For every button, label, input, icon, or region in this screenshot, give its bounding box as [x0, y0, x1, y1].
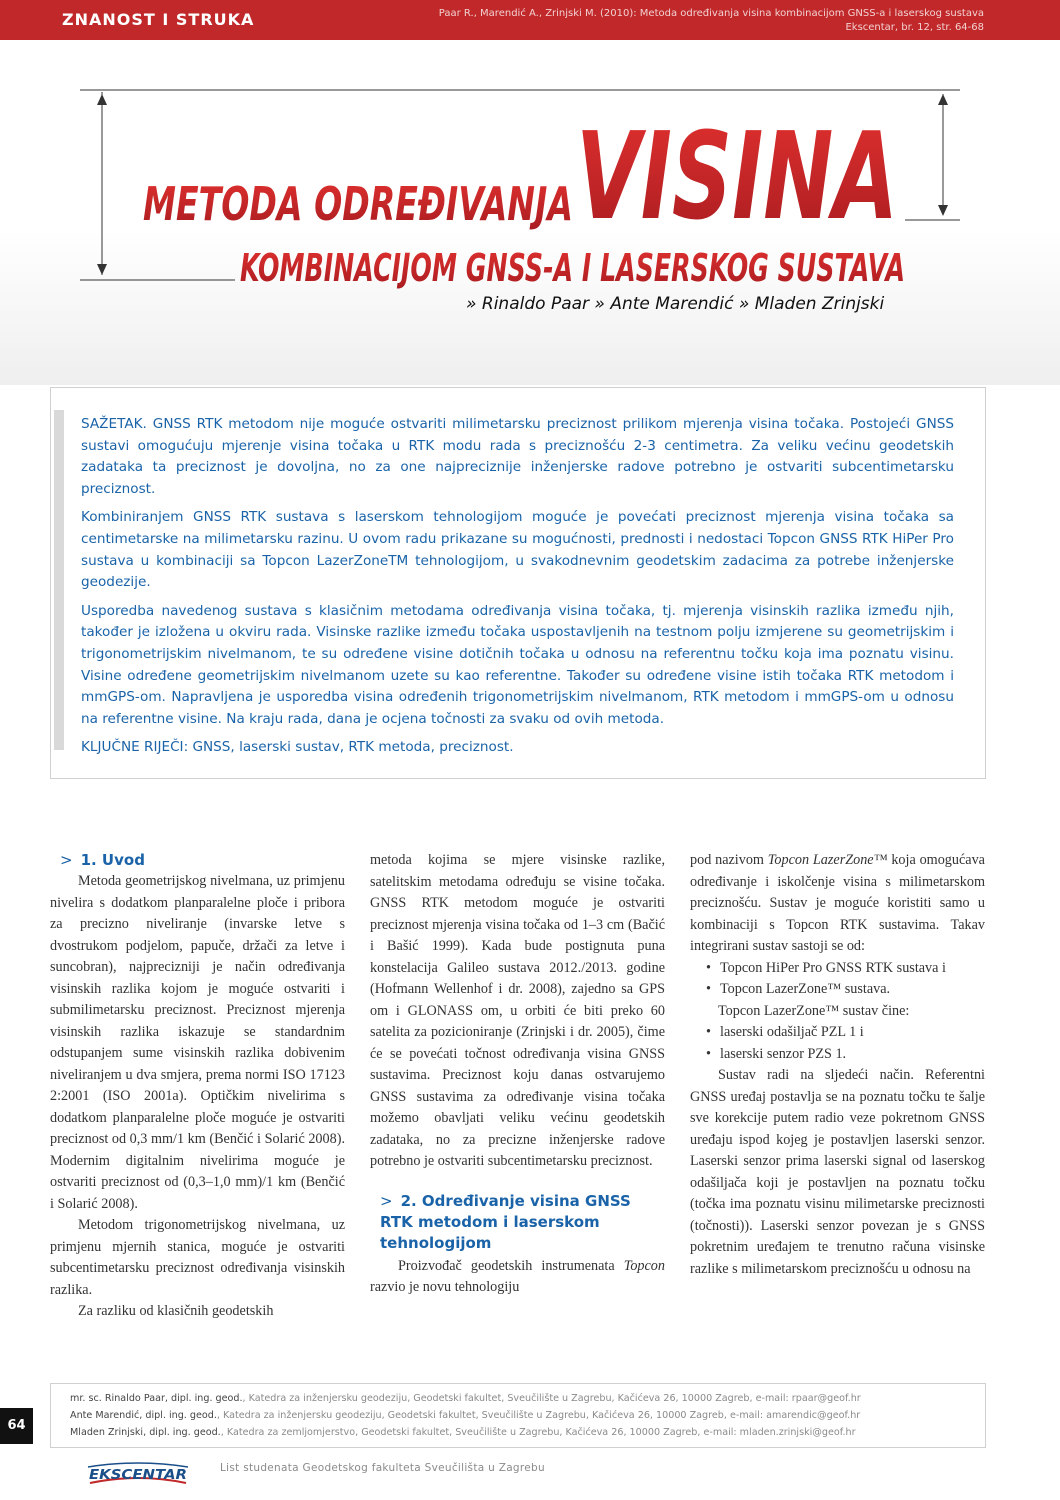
author-info-line: [70, 1407, 970, 1424]
body-paragraph: Metodom trigonometrijskog nivelmana, uz primjenu mjernih stanica, moguće je ostvariti subcentimetarsku preciznost određivanja visinskih razlika.: [50, 1217, 345, 1298]
system-components-list: [690, 958, 985, 1001]
author-name: Mladen Zrinjski, dipl. ing. geod.: [70, 1427, 221, 1438]
page-number: 64: [0, 1408, 33, 1444]
abstract-paragraph-1: SAŽETAK. GNSS RTK metodom nije moguće ostvariti milimetarsku preciznost prilikom mjerenja visina točaka. Postojeći GNSS sustavi omogućuju mjerenje visina točaka u RTK modu rada s preciznošću 2-3 centimetra. Za veliku većinu geodetskih zadataka ta preciznost je dovoljna, no za one najpreciznije inženjerske radove potrebno je ostvariti subcentimetarsku preciznost.: [81, 416, 954, 497]
text-run-italic: Topcon LazerZone™: [767, 852, 888, 868]
author-name: mr. sc. Rinaldo Paar, dipl. ing. geod.: [70, 1393, 243, 1404]
logo-text: EKSCENTAR: [89, 1468, 187, 1483]
list-item: • laserski odašiljač PZL 1 i: [690, 1022, 985, 1044]
ekscentar-logo: [86, 1461, 190, 1487]
chevron-right-icon: >: [60, 851, 73, 869]
list-item: • laserski senzor PZS 1.: [690, 1044, 985, 1066]
list-item: • Topcon HiPer Pro GNSS RTK sustava i: [690, 958, 985, 980]
section-1-heading: [50, 850, 345, 871]
column-1: [50, 850, 345, 1323]
body-paragraph: [370, 1256, 665, 1299]
list-item: • Topcon LazerZone™ sustava.: [690, 979, 985, 1001]
citation: [439, 7, 984, 35]
abstract-paragraph-2: Kombiniranjem GNSS RTK sustava s laserskom tehnologijom moguće je povećati preciznost mjerenja visina točaka sa centimetarske na milimetarsku razinu. U ovom radu prikazane su mogućnosti, prednosti i nedostaci Topcon GNSS RTK HiPer Pro sustava u kombinaciji sa Topcon LazerZoneTM tehnologijom, u svakodnevnim geodetskim zadacima za potrebe inženjerske geodezije.: [81, 509, 954, 591]
column-3: [690, 850, 985, 1280]
journal-line: List studenata Geodetskog fakulteta Sveučilišta u Zagrebu: [220, 1462, 545, 1474]
title-artwork: [0, 40, 1060, 330]
abstract: [81, 414, 954, 766]
section-2-heading: [370, 1191, 665, 1254]
column-2: [370, 850, 665, 1299]
citation-line-1: Paar R., Marendić A., Zrinjski M. (2010): Metoda određivanja visina kombinacijom GNSS-a i laserskog sustava: [438, 8, 984, 19]
keywords: KLJUČNE RIJEČI: GNSS, laserski sustav, RTK metoda, preciznost.: [81, 739, 514, 756]
abstract-accent-bar: [54, 410, 64, 750]
body-paragraph: Za razliku od klasičnih geodetskih: [78, 1303, 274, 1319]
abstract-paragraph-3: Usporedba navedenog sustava s klasičnim metodama određivanja visina točaka, tj. mjerenja visinskih razlika između njih, također je izložena u okviru rada. Visinske razlike između točaka uspostavljenih na testnom polju izmjerene su geometrijskim i trigonometrijskim nivelmanom, te su određene visine dotičnih točaka u odnosu na referentnu točku koja ima poznatu visinu. Visine određene geometrijskim nivelmanom uzete su kao referentne. Također su određene visine istih točaka RTK metodom i mmGPS-om. Napravljena je usporedba visina određenih trigonometrijskim nivelmanom, RTK metodom i mmGPS-om u odnosu na referentne visine. Na kraju rada, dana je ocjena točnosti za svaku od ovih metoda.: [81, 602, 954, 727]
title-part-2: VISINA: [576, 108, 898, 247]
author-affiliation: , Katedra za zemljomjerstvo, Geodetski fakultet, Sveučilište u Zagrebu, Kačićeva 26, 10000 Zagreb, e-mail: mladen.zrinjski@geof.hr: [220, 1427, 856, 1438]
citation-line-2: Ekscentar, br. 12, str. 64-68: [845, 22, 984, 33]
body-paragraph: metoda kojima se mjere visinske razlike, satelitskim metodama određuju se visine točaka. GNSS RTK metodom moguće je ostvariti preciznost mjerenja visina točaka od 1–3 cm (Bačić i Bašić 1999). Kada bude postignuta puna konstelacija Galileo sustava 2012./2013. godine (Hofmann Wellenhof i dr. 2008), zajedno sa GPS om i GLONASS om, u orbiti će biti preko 60 satelita za pozicioniranje (Zrinjski i dr. 2005), čime će se povećati točnost određivanja visina GNSS sustavima. Preciznost koju danas ostvarujemo GNSS sustavima za određivanje visina točaka možemo obavljati veliku većinu geodetskih zadataka, no za precizne inženjerske radove potrebno je ostvariti subcentimetarsku preciznost.: [370, 852, 665, 1169]
title-part-1: METODA ODREĐIVANJA: [143, 177, 573, 231]
body-paragraph: [690, 850, 985, 958]
author-name: Ante Marendić, dipl. ing. geod.: [70, 1410, 217, 1421]
author-info: [70, 1390, 970, 1441]
text-run: Proizvođač geodetskih instrumenata: [398, 1257, 624, 1274]
text-run: pod nazivom: [690, 852, 768, 868]
lazerzone-components-list: [690, 1022, 985, 1065]
author-info-line: [70, 1424, 970, 1441]
author-info-line: [70, 1390, 970, 1407]
text-run-italic: Topcon: [623, 1257, 665, 1274]
text-run: koja omogućava određivanje i iskolčenje visina s milimetarskom preciznošću. Sustav je moguće koristiti samo u kombinaciji s Topcon RTK sustavima. Takav integrirani sustav sastoji se od:: [690, 852, 985, 954]
body-paragraph: Metoda geometrijskog nivelmana, uz primjenu nivelira s dodatkom planparalelne ploče i pribora za precizno niveliranje (invarske letve s dvostrukom podjelom, papuče, držači za letve i suncobran), najprecizniji je način određivanja visinskih razlika kojom je moguće ostvariti i submilimetarsku preciznost. Preciznost mjerenja visinskih razlika iskazuje se standardnim odstupanjem sume visinskih razlika dobivenim niveliranjem u dva smjera, prema normi ISO 17123 2:2001 (ISO 2001a). Optičkim nivelirima s dodatkom planparalelne ploče moguće je ostvariti preciznost od 0,3 mm/1 km (Benčić i Solarić 2008). Modernim digitalnim nivelirima moguće je ostvariti preciznost od (0,3–1,0 mm)/1 km (Benčić i Solarić 2008).: [50, 873, 345, 1212]
section-2-title: 2. Određivanje visina GNSS RTK metodom i laserskom tehnologijom: [380, 1191, 631, 1252]
text-run: razvio je novu tehnologiju: [370, 1279, 520, 1295]
body-paragraph: Sustav radi na sljedeći način. Referentni GNSS uređaj postavlja se na poznatu točku te šalje sve korekcije putem radio veze pokretnom GNSS uređaju ispod kojeg je postavljen laserski senzor. Laserski senzor prima laserski signal od laserskog odašiljača koji je postavljen na poznatu točku (točka ima poznatu visinu milimetarske preciznosti (točnosti)). Laserski senzor povezan je s GNSS pokretnim uređajem te trenutno računa visinske razlike s milimetarskom preciznošću u odnosu na: [690, 1067, 985, 1277]
title-part-3: KOMBINACIJOM GNSS-A I LASERSKOG SUSTAVA: [240, 246, 905, 290]
authors-line: » Rinaldo Paar » Ante Marendić » Mladen Zrinjski: [466, 294, 885, 314]
chevron-right-icon: >: [380, 1191, 393, 1210]
section-label: ZNANOST I STRUKA: [62, 10, 255, 29]
section-1-title: 1. Uvod: [80, 851, 145, 869]
author-affiliation: , Katedra za inženjersku geodeziju, Geodetski fakultet, Sveučilište u Zagrebu, Kačićeva 26, 10000 Zagreb, e-mail: rpaar@geof.hr: [242, 1393, 861, 1404]
author-affiliation: , Katedra za inženjersku geodeziju, Geodetski fakultet, Sveučilište u Zagrebu, Kačićeva 26, 10000 Zagreb, e-mail: amarendic@geof.hr: [216, 1410, 861, 1421]
body-paragraph: Topcon LazerZone™ sustav čine:: [718, 1002, 910, 1019]
